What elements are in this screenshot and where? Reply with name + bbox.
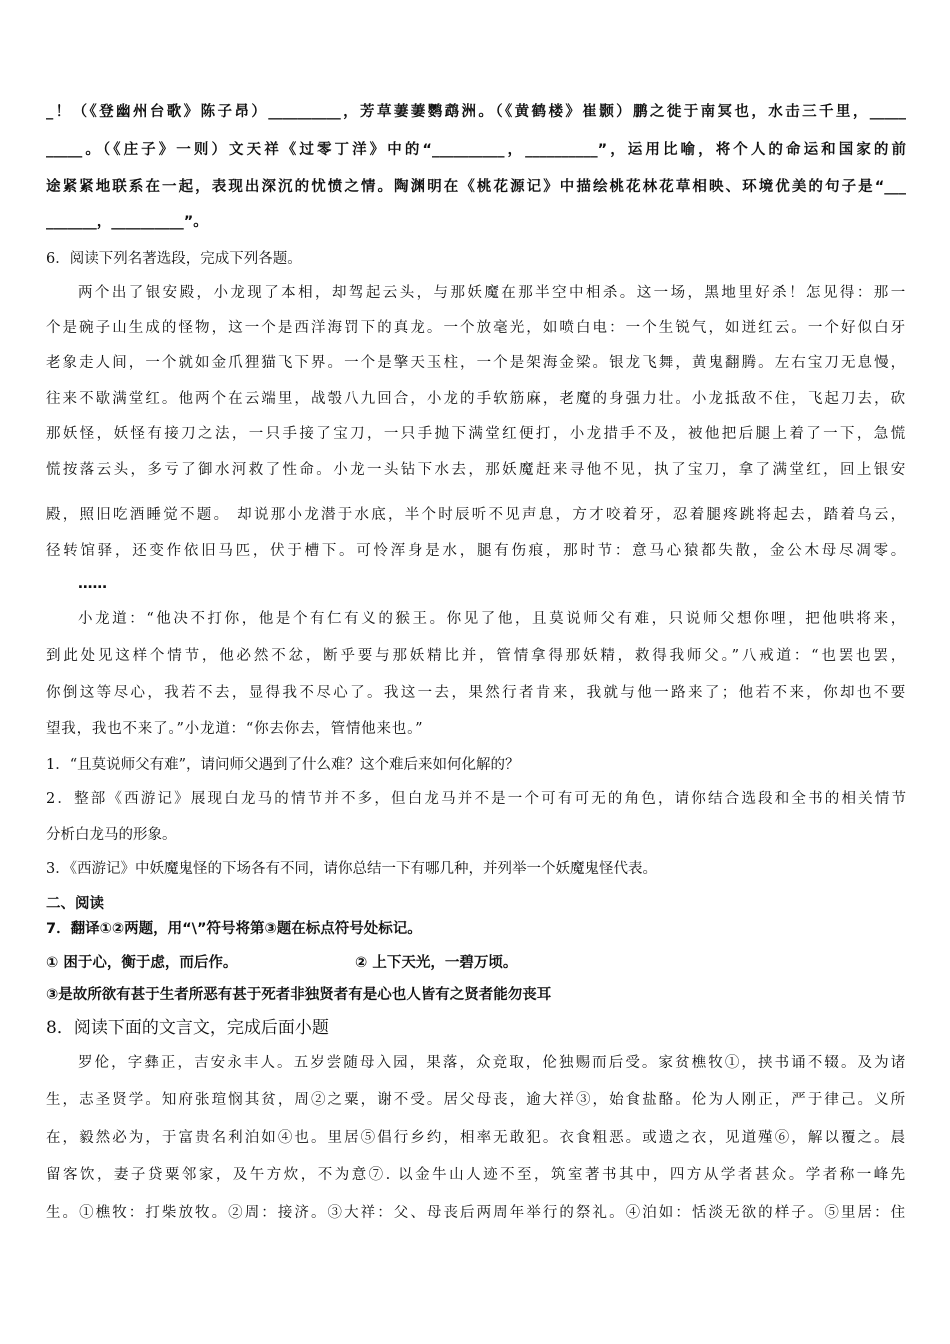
passage-2-line: 小龙道：“他决不打你，他是个有仁有义的猴王。你见了他，且莫说师父有难，只说师父想你哩，把他哄将来， [78,611,906,627]
sub-question-2-cont: 分析白龙马的形象。 [46,827,177,843]
sub-question-3: 3．《西游记》中妖魔鬼怪的下场各有不同，请你总结一下有哪几种，并列举一个妖魔鬼怪代表。 [46,861,657,877]
poetry-fill-line-2: _____。（《庄子》一则）文天祥《过零丁洋》中的“__________，__________”，运用比喻，将个人的命运和国家的前 [46,142,906,158]
classical-passage-line: 生。①樵牧：打柴放牧。②周：接济。③大祥：父、母丧后两周年举行的祭礼。④泊如：恬淡无欲的样子。⑤里居：住 [46,1205,906,1221]
question-7-title: 7．翻译①②两题，用“\”符号将第③题在标点符号处标记。 [46,921,422,937]
sub-question-2: 2．整部《西游记》展现白龙马的情节并不多，但白龙马并不是一个可有可无的角色，请你结合选段和全书的相关情节 [46,791,906,807]
sub-question-1: 1．“且莫说师父有难”，请问师父遇到了什么难？这个难后来如何化解的？ [46,757,520,773]
passage-1-line: 老象走人间，一个就如金爪狸猫飞下界。一个是擎天玉柱，一个是架海金梁。银龙飞舞，黄鬼翻腾。左右宝刀无息慢， [46,355,906,371]
poetry-fill-line-1: _！（《登幽州台歌》陈子昂）__________，芳草萋萋鹦鹉洲。（《黄鹤楼》崔颢）鹏之徙于南冥也，水击三千里，_____ [46,104,906,120]
passage-1-line: 慌按落云头，多亏了御水河救了性命。小龙一头钻下水去，那妖魔赶来寻他不见，执了宝刀，拿了满堂红，回上银安 [46,462,906,478]
passage-2-line: 望我，我也不来了。”小龙道：“你去你去，管情他来也。” [46,721,424,737]
classical-passage-line: 生，志圣贤学。知府张瑄悯其贫，周②之粟，谢不受。居父母丧，逾大祥③，始食盐酪。伦为人刚正，严于律己。义所 [46,1092,906,1108]
passage-1-line: 径转馆驿，还变作依旧马匹，伏于槽下。可怜浑身是水，腿有伤痕，那时节：意马心猿都失散，金公木母尽凋零。 [46,543,906,559]
poetry-fill-line-4: _______，__________”。 [46,214,208,230]
classical-passage-line: 罗伦，字彝正，吉安永丰人。五岁尝随母入园，果落，众竞取，伦独赐而后受。家贫樵牧①，挟书诵不辍。及为诸 [78,1055,906,1071]
passage-1-line: 殿，照旧吃酒睡觉不题。 却说那小龙潜于水底，半个时辰听不见声息，方才咬着牙，忍着腿疼跳将起去，踏着乌云， [46,507,906,523]
passage-1-line: 那妖怪，妖怪有接刀之法，一只手接了宝刀，一只手抛下满堂红便打，小龙措手不及，被他把后腿上着了一下，急慌 [46,426,906,442]
question-7-item-2: ② 上下天光，一碧万顷。 [355,955,518,971]
passage-1-line: 往来不歇满堂红。他两个在云端里，战彀八九回合，小龙的手软筋麻，老魔的身强力壮。小龙抵敌不住，飞起刀去，砍 [46,391,906,407]
question-8-title: 8．阅读下面的文言文，完成后面小题 [46,1018,329,1038]
section-2-heading: 二、阅读 [46,896,104,912]
question-7-item-1: ① 困于心，衡于虑，而后作。 [46,955,238,971]
poetry-fill-line-3: 途紧紧地联系在一起，表现出深沉的忧愤之情。陶渊明在《桃花源记》中描绘桃花林花草相映、环境优美的句子是“___ [46,179,906,195]
passage-2-line: 你倒这等尽心，我若不去，显得我不尽心了。我这一去，果然行者肯来，我就与他一路来了；他若不来，你却也不要 [46,685,906,701]
passage-ellipsis: …… [78,576,107,592]
passage-1-line: 个是碗子山生成的怪物，这一个是西洋海罚下的真龙。一个放毫光，如喷白电：一个生锐气，如迸红云。一个好似白牙 [46,320,906,336]
question-6-title: 6．阅读下列名著选段，完成下列各题。 [46,251,302,267]
passage-2-line: 到此处见这样个情节，他必然不忿，断乎要与那妖精比并，管情拿得那妖精，救得我师父。”八戒道：“也罢也罢， [46,648,906,664]
question-7-item-3: ③是故所欲有甚于生者所恶有甚于死者非独贤者有是心也人皆有之贤者能勿丧耳 [46,987,552,1003]
classical-passage-line: 在，毅然必为，于富贵名利泊如④也。里居⑤倡行乡约，相率无敢犯。衣食粗恶。或遗之衣，见道殣⑥，解以覆之。晨 [46,1130,906,1146]
passage-1-line: 两个出了银安殿，小龙现了本相，却驾起云头，与那妖魔在那半空中相杀。这一场，黑地里好杀！怎见得：那一 [78,285,906,301]
classical-passage-line: 留客饮，妻子贷粟邻家，及午方炊，不为意⑦. 以金牛山人迹不至，筑室著书其中，四方从学者甚众。学者称一峰先 [46,1167,906,1183]
